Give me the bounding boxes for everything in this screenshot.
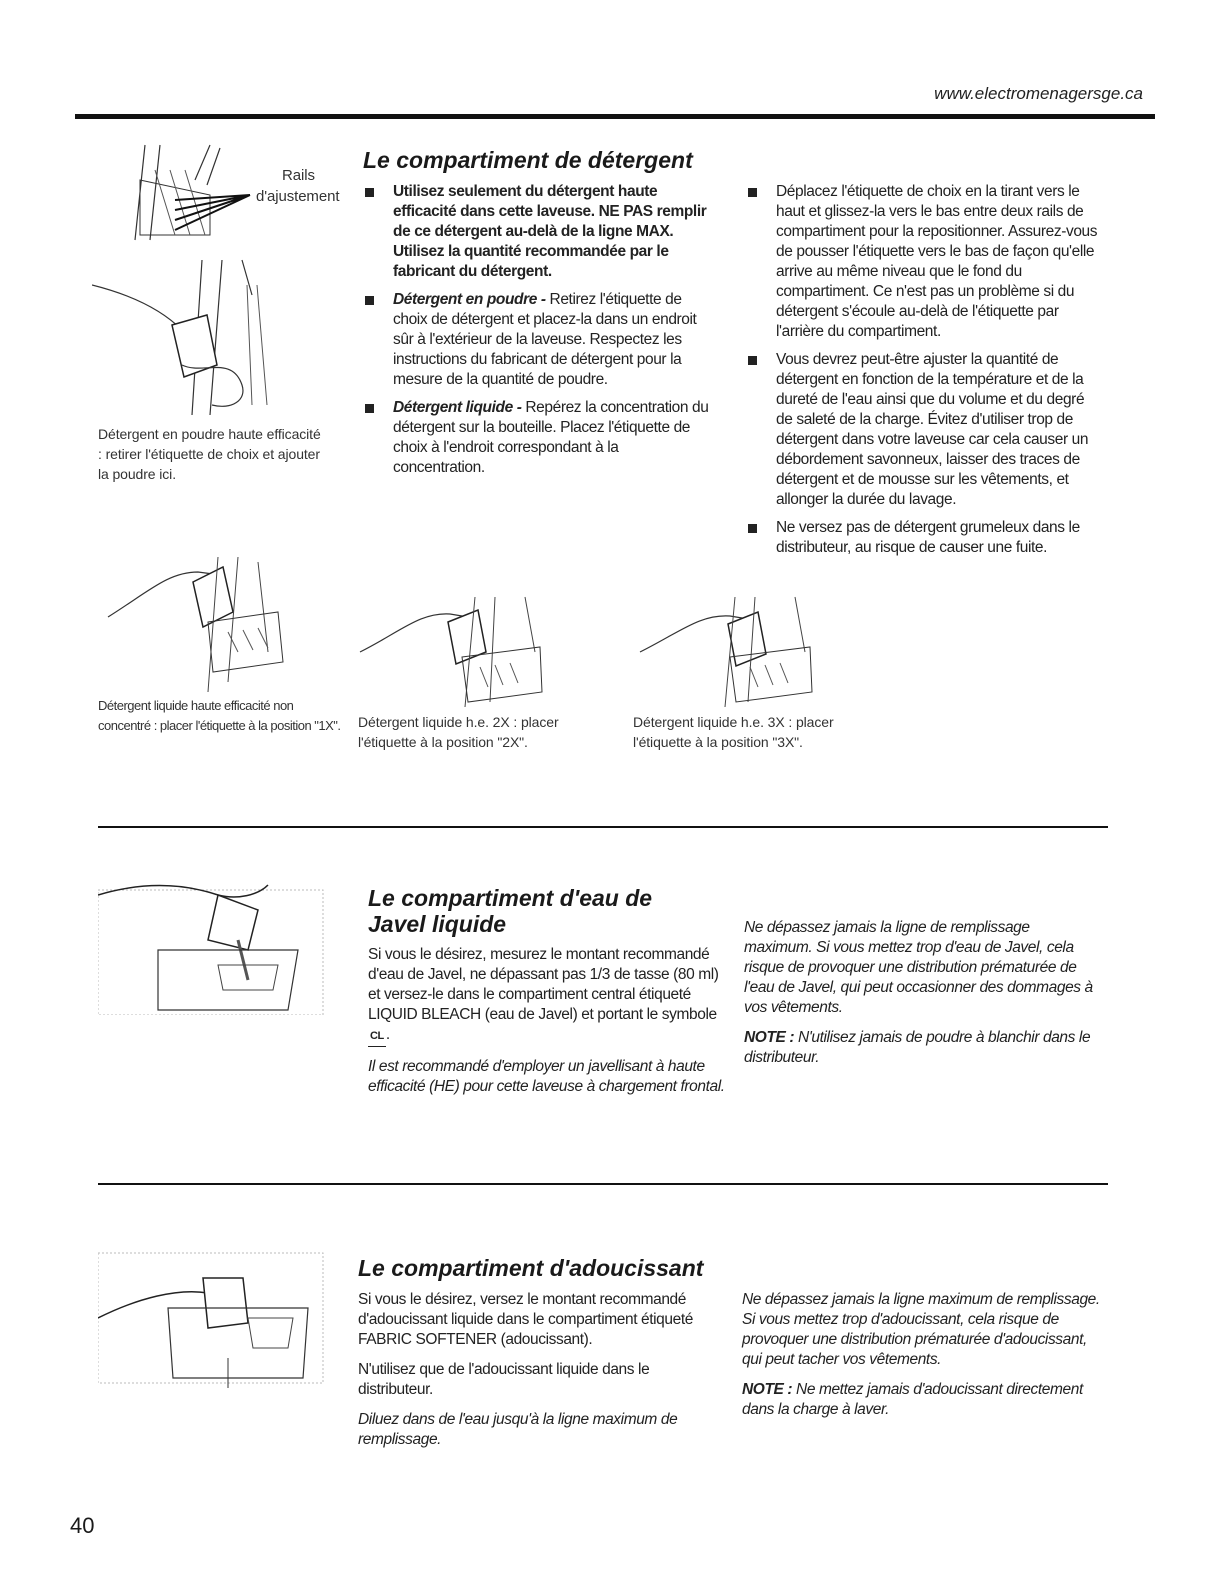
softener-right-column xyxy=(742,1290,1102,1430)
detergent-right-column xyxy=(746,182,1101,566)
section-divider-2 xyxy=(98,1183,1108,1185)
softener-left-column xyxy=(358,1290,718,1460)
bleach-instructions-text: Si vous le désirez, mesurez le montant recommandé d'eau de Javel, ne dépassant pas 1/3 de tasse (80 ml) et versez-le dans le compartiment central étiqueté LIQUID BLEACH (eau de Javel) et portant le symbole xyxy=(368,946,719,1023)
bleach-note-text: N'utilisez jamais de poudre à blanchir dans le distributeur. xyxy=(744,1029,1091,1066)
bullet-adjust-amount xyxy=(746,350,1101,510)
bullet-he-only xyxy=(363,182,711,282)
softener-note xyxy=(742,1380,1102,1420)
softener-instructions: Si vous le désirez, versez le montant recommandé d'adoucissant liquide dans le compartiment étiqueté FABRIC SOFTENER (adoucissant). xyxy=(358,1291,693,1348)
cl-symbol-icon: CL xyxy=(368,1026,386,1047)
bullet-powder-lead: Détergent en poudre - xyxy=(393,291,546,308)
section-title-softener: Le compartiment d'adoucissant xyxy=(358,1255,704,1281)
softener-pour-illustration xyxy=(98,1248,328,1388)
liquid-2x-caption: Détergent liquide h.e. 2X : placer l'étiquette à la position "2X". xyxy=(358,714,559,750)
rails-label-2: d'ajustement xyxy=(256,188,340,205)
bullet-adjust-amount-text: Vous devrez peut-être ajuster la quantité de détergent en fonction de la température et de la dureté de l'eau ainsi que du volume et du degré de saleté de la charge. Évitez d'utiliser trop de détergent dans votre laveuse car cela causer un débordement savonneux, laisser des traces de détergent et de mousse sur les vêtements, et allonger la durée du lavage. xyxy=(776,351,1089,508)
liquid-2x-illustration xyxy=(350,592,550,707)
bleach-instructions: Si vous le désirez, mesurez le montant recommandé d'eau de Javel, ne dépassant pas 1/3 de tasse (80 ml) et versez-le dans le compartiment central étiqueté LIQUID BLEACH (eau de Javel) et portant le symbole CL . xyxy=(368,945,728,1047)
bullet-no-lumpy-text: Ne versez pas de détergent grumeleux dans le distributeur, au risque de causer une fuite. xyxy=(776,519,1080,556)
liquid-1x-caption: Détergent liquide haute efficacité non concentré : placer l'étiquette à la position "1X". xyxy=(98,698,341,733)
header-rule xyxy=(75,114,1155,119)
softener-liquid-only: N'utilisez que de l'adoucissant liquide dans le distributeur. xyxy=(358,1361,650,1398)
section-divider-1 xyxy=(98,826,1108,828)
bullet-liquid-lead: Détergent liquide - xyxy=(393,399,522,416)
bullet-powder-text: Retirez l'étiquette de choix de détergent et placez-la dans un endroit sûr à l'extérieur de la laveuse. Respectez les instructions du fabricant de détergent pour la mesure de la quantité de poudre. xyxy=(393,291,697,388)
bleach-warning: Ne dépassez jamais la ligne de remplissage maximum. Si vous mettez trop d'eau de Javel, cela risque de provoquer une distribution prématurée de l'eau de Javel, qui peut occasionner des dommages à vos vêtements. xyxy=(744,919,1093,1016)
page-number: 40 xyxy=(70,1513,95,1538)
softener-dilute: Diluez dans de l'eau jusqu'à la ligne maximum de remplissage. xyxy=(358,1411,678,1448)
section-title-bleach: Le compartiment d'eau de Javel liquide xyxy=(368,885,653,937)
bleach-he-recommendation: Il est recommandé d'employer un javellisant à haute efficacité (HE) pour cette laveuse à chargement frontal. xyxy=(368,1058,725,1095)
section-title-detergent: Le compartiment de détergent xyxy=(363,147,693,173)
detergent-left-column xyxy=(363,182,711,486)
bullet-powder xyxy=(363,290,711,390)
bleach-left-column xyxy=(368,945,728,1107)
bullet-no-lumpy xyxy=(746,518,1101,558)
rails-label-1: Rails xyxy=(282,167,315,184)
liquid-3x-caption: Détergent liquide h.e. 3X : placer l'étiquette à la position "3X". xyxy=(633,714,834,750)
liquid-3x-illustration xyxy=(630,592,830,707)
bullet-move-label xyxy=(746,182,1101,342)
powder-detergent-illustration xyxy=(92,255,292,415)
softener-note-text: Ne mettez jamais d'adoucissant directement dans la charge à laver. xyxy=(742,1381,1083,1418)
powder-caption: Détergent en poudre haute efficacité : retirer l'étiquette de choix et ajouter la poudre ici. xyxy=(98,426,321,482)
bleach-note xyxy=(744,1028,1099,1068)
softener-warning: Ne dépassez jamais la ligne maximum de remplissage. Si vous mettez trop d'adoucissant, cela risque de provoquer une distribution prématurée d'adoucissant, qui peut tacher vos vêtements. xyxy=(742,1291,1100,1368)
bullet-move-label-text: Déplacez l'étiquette de choix en la tirant vers le haut et glissez-la vers le bas entre deux rails de compartiment pour la repositionner. Assurez-vous de pousser l'étiquette vers le bas de façon qu'elle arrive au même niveau que le fond du compartiment. Ce n'est pas un problème si du détergent s'écoule au-delà de l'étiquette par l'arrière du compartiment. xyxy=(776,183,1098,340)
bullet-liquid xyxy=(363,398,711,478)
bullet-liquid-text: Repérez la concentration du détergent sur la bouteille. Placez l'étiquette de choix à l'endroit correspondant à la concentration. xyxy=(393,399,709,476)
bleach-pour-illustration xyxy=(98,870,328,1015)
website-url: www.electromenagersge.ca xyxy=(934,84,1143,103)
bullet-he-only-text: Utilisez seulement du détergent haute efficacité dans cette laveuse. NE PAS remplir de ce détergent au-delà de la ligne MAX. Utilisez la quantité recommandée par le fabricant du détergent. xyxy=(393,183,707,280)
bleach-right-column xyxy=(744,918,1099,1078)
bleach-note-label: NOTE : xyxy=(744,1029,795,1046)
rails-illustration xyxy=(115,140,255,250)
liquid-1x-illustration xyxy=(98,552,288,692)
softener-note-label: NOTE : xyxy=(742,1381,793,1398)
